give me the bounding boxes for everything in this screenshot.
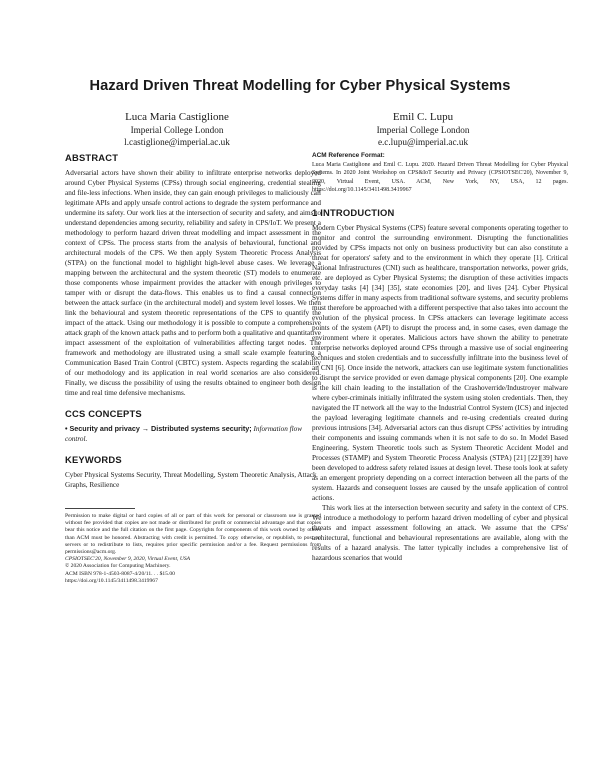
introduction-paragraph-2: This work lies at the intersection between security and safety in the context of CPS. We introduce a methodology to perform hazard driven modelling of cyber and physical threats and impact assessment following an attack. We assume that the CPSs' architectural, functional and behavioural representations are available, along with the results of a hazard analysis. The latter typically includes a comprehensive list of hazardous scenarios that would bbox=[312, 503, 568, 562]
left-column bbox=[65, 152, 321, 585]
ccs-concepts bbox=[65, 424, 321, 444]
permission-notice: Permission to make digital or hard copies of all or part of this work for personal or classroom use is granted without fee provided that copies are not made or distributed for profit or commercial advantage and that copies bear this notice and the full citation on the first page. Copyrights for components of this work owned by others than ACM must be honored. Abstracting with credit is permitted. To copy otherwise, or republish, to post on servers or to redistribute to lists, requires prior specific permission and/or a fee. Request permissions from permissions@acm.org. bbox=[65, 513, 321, 556]
venue-line: CPSIOTSEC'20, November 9, 2020, Virtual Event, USA bbox=[65, 556, 191, 563]
doi-link[interactable]: https://doi.org/10.1145/3411498.3419967 bbox=[65, 577, 158, 584]
keywords-heading: KEYWORDS bbox=[65, 454, 122, 465]
abstract-text: Adversarial actors have shown their ability to infiltrate enterprise networks deployed around Cyber Physical Systems (CPSs) through social engineering, credential stealing and file-less infections. When inside, they can gain enough privileges to maliciously call legitimate APIs and apply unsafe control actions to degrade the system performance and undermine its safety. Our work lies at the intersection of security and safety, and aims to understand dependencies among security, reliability and safety in CPS/IoT. We present a methodology to perform hazard driven threat modelling and impact assessment in the context of CPSs. The process starts from the analysis of behavioural, functional and architectural models of the CPS. We then apply System Theoretic Process Analysis (STPA) on the functional model to highlight high-level abuse cases. We leverage a mapping between the architectural and the system theoretic (ST) models to enumerate those components whose impairment provides the attacker with enough privileges to tamper with or disrupt the data-flows. This enables us to find a causal connection between the attack surface (in the architectural model) and system level losses. We then link the behavioural and system theoretic representations of the CPS to quantify the impact of the attack. Using our methodology it is possible to compute a comprehensive attack graph of the known attack paths and to perform both a qualitative and quantitative impact assessment of the exploitation of vulnerabilities affecting target nodes. The framework and methodology are illustrated using a small scale example featuring a Communication Based Train Control (CBTC) system. Aspects regarding the scalability of our methodology and its application in real world scenarios are also considered. Finally, we discuss the possibility of using the results obtained to engineer both design time and real time defensive mechanisms. bbox=[65, 169, 321, 397]
introduction-paragraph-1: Modern Cyber Physical Systems (CPS) feature several components operating together to monitor and control the surrounding environment. Disrupting the functionalities provided by CPSs impacts not only on business productivity but can also constitute a threat for operators' safety and to the environment in which they operate [1]. Critical National Infrastructures (CNI) such as healthcare, transportation networks, power grids, etc. are deployed as Cyber Physical Systems; the disruption of these activities impacts everyday tasks [4] [34] [35], state economies [20], and lives [24]. Cyber Physical Systems differ in many aspects from traditional software systems, and security problems must therefore be approached with a different perspective that also takes into account the evolution of the physical process. In CPSs attackers can leverage legitimate access points of the system (API) to disrupt the process and, in some cases, even damage the environment where it operates. Malicious actors have shown the ability to penetrate enterprise networks deployed around CPSs through a massive use of social engineering techniques and stolen credentials and to successfully infiltrate into the business level of an CNI [6]. Once inside the network, attackers can use legitimate system functionalities to disrupt the service provided or even damage physical components [20]. One example is the kill chain leading to the installation of the Crashoverride/Industroyer malware where cyber-criminals initially infiltrated the system using stolen credentials. Then, they navigated the IT network all the way to the Industrial Control System (ICS) and injected the payload leveraging legitimate channels and re-using credentials created during previous intrusions [34]. Adversarial actors can thus disrupt CPSs' activities by intruding their components and issuing commands when it is not safe to do so. In Model Based Engineering, System Theoretic tools such as System Theoretic Accident Model and Processes (STAMP) and System Theoretic Process Analysis (STPA) [21] [22][39] have been developed to address safety related issues at design level. These tools look at safety as an emergent propriety depending on a correct interaction between all the parts of the system. Hazards and consequent losses are caused by the unsafe application of control actions. bbox=[312, 223, 568, 502]
author-block-2 bbox=[323, 110, 523, 148]
isbn-line: ACM ISBN 978-1-4503-8087-4/20/11. . . $15.00 bbox=[65, 570, 175, 577]
author-email: e.c.lupu@imperial.ac.uk bbox=[377, 137, 469, 147]
author-email: l.castiglione@imperial.ac.uk bbox=[124, 137, 230, 147]
author-name: Luca Maria Castiglione bbox=[125, 111, 229, 123]
introduction-heading: 1 INTRODUCTION bbox=[312, 206, 395, 218]
abstract-heading: ABSTRACT bbox=[65, 152, 119, 163]
ccs-italic: Information flow control. bbox=[65, 425, 302, 443]
author-name: Emil C. Lupu bbox=[392, 111, 454, 123]
footnote-block bbox=[65, 508, 321, 585]
paper-title: Hazard Driven Threat Modelling for Cyber Physical Systems bbox=[89, 78, 511, 94]
reference-format-text: Luca Maria Castiglione and Emil C. Lupu. 2020. Hazard Driven Threat Modelling for Cyber Physical Systems. In 2020 Joint Workshop on CPS&IoT Security and Privacy (CPSIOTSEC'20), November 9, 2020, Virtual Event, USA. ACM, New York, NY, USA, 12 pages. https://doi.org/10.1145/3411498.3419967 bbox=[312, 162, 568, 194]
author-block-1 bbox=[77, 110, 277, 148]
reference-format-heading: ACM Reference Format: bbox=[312, 152, 385, 159]
copyright-line: © 2020 Association for Computing Machinery. bbox=[65, 563, 171, 570]
keywords-text: Cyber Physical Systems Security, Threat Modelling, System Theoretic Analysis, Attack Graphs, Resilience bbox=[65, 471, 317, 489]
ccs-heading: CCS CONCEPTS bbox=[65, 408, 142, 419]
footnote-divider bbox=[65, 508, 135, 509]
author-affiliation: Imperial College London bbox=[376, 125, 470, 135]
right-column bbox=[312, 152, 568, 563]
ccs-bold: • Security and privacy → Distributed systems security; bbox=[65, 424, 252, 433]
author-affiliation: Imperial College London bbox=[130, 125, 224, 135]
